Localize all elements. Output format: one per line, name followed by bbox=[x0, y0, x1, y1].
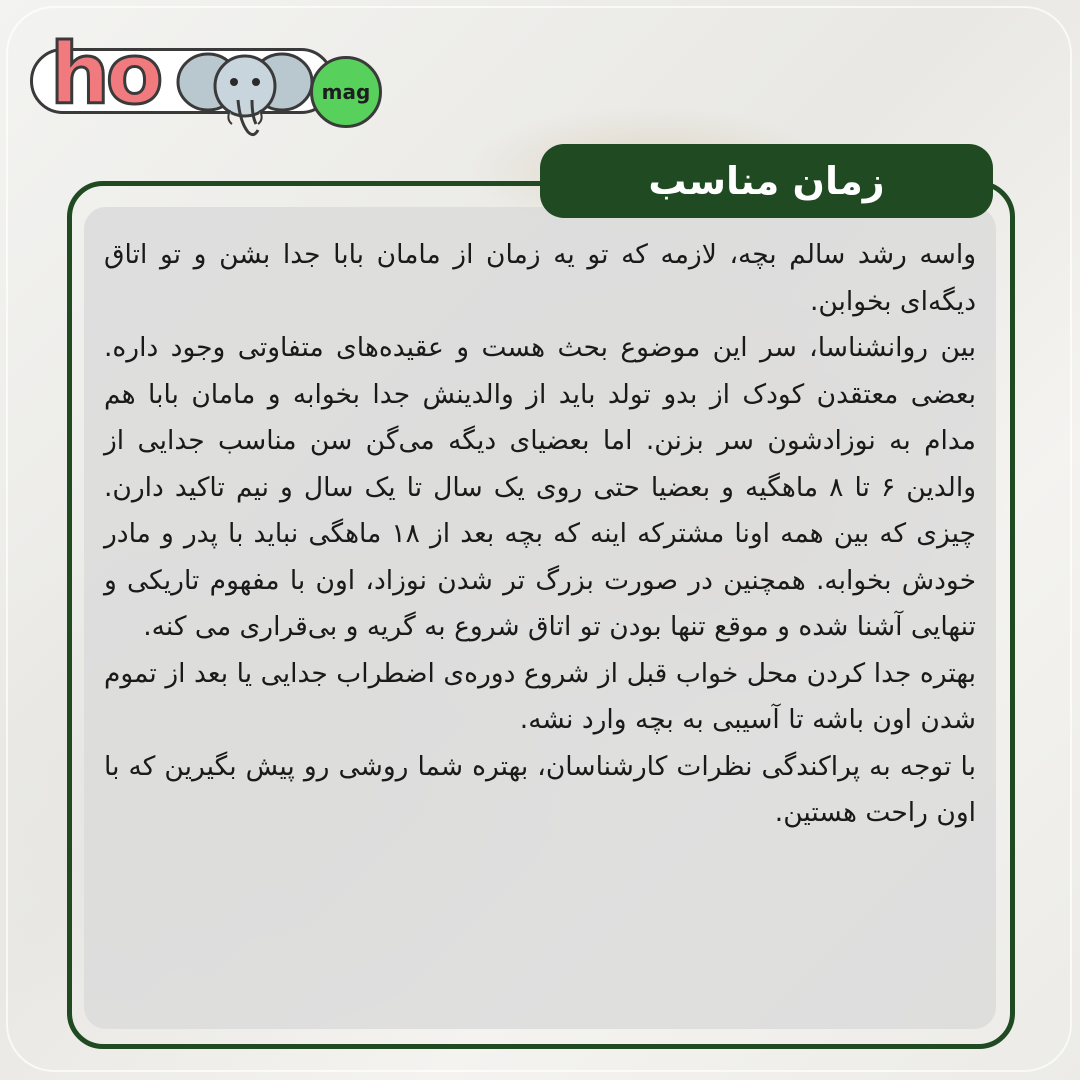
elephant-icon bbox=[170, 40, 320, 140]
hoppo-mag-logo bbox=[28, 26, 388, 136]
paragraph: بین روانشناسا، سر این موضوع بحث هست و عقیده‌های متفاوتی وجود داره. بعضی معتقدن کودک از بدو تولد باید از والدینش جدا بخوابه و مامان بابا هم مدام به نوزادشون سر بزنن. اما بعضیای دیگه می‌گن سن مناسب جدایی از والدین ۶ تا ۸ ماهگیه و بعضیا حتی روی یک سال تا یک سال و نیم تاکید دارن. چیزی که بین همه اونا مشترکه اینه که بچه بعد از ۱۸ ماهگی نباید با پدر و مادر خودش بخوابه. همچنین در صورت بزرگ تر شدن نوزاد، اون با مفهوم تاریکی و تنهایی آشنا شده و موقع تنها بودن تو اتاق شروع به گریه و بی‌قراری می کنه. bbox=[104, 332, 976, 642]
title-tab bbox=[540, 144, 993, 218]
page-title: زمان مناسب bbox=[648, 159, 885, 203]
logo-wordmark: ho bbox=[50, 25, 160, 123]
article-body bbox=[104, 232, 976, 837]
paragraph: واسه رشد سالم بچه، لازمه که تو یه زمان از مامان بابا جدا بشن و تو اتاق دیگه‌ای بخوابن. bbox=[104, 239, 976, 317]
paragraph: با توجه به پراکندگی نظرات کارشناسان، بهتره شما روشی رو پیش بگیرین که با اون راحت هستین. bbox=[104, 750, 976, 828]
paragraph: بهتره جدا کردن محل خواب قبل از شروع دوره‌ی اضطراب جدایی یا بعد از تموم شدن اون باشه تا آسیبی به بچه وارد نشه. bbox=[104, 657, 976, 735]
mag-badge: mag bbox=[310, 56, 382, 128]
